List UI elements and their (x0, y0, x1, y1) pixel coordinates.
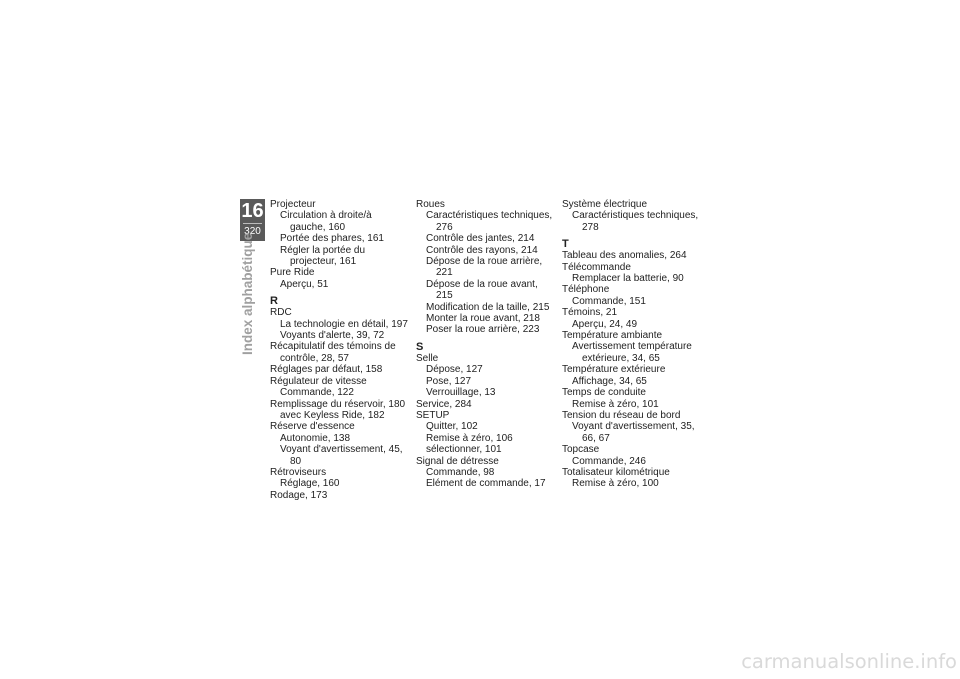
index-subentry: Dépose de la roue avant, 215 (426, 278, 538, 302)
index-subentry: Aperçu, 51 (280, 278, 329, 290)
index-entry: Selle (416, 352, 439, 364)
index-entry: Projecteur (270, 199, 316, 210)
index-entry: Système électrique (562, 199, 648, 210)
index-subentry: Remplacer la batterie, 90 (572, 273, 684, 285)
index-subentry: Affichage, 34, 65 (572, 375, 647, 387)
page-number: 320 (244, 226, 261, 237)
index-entry: Régulateur de vitesse (270, 375, 367, 387)
index-entry: Signal de détresse (416, 455, 499, 467)
index-subentry: Aperçu, 24, 49 (572, 318, 638, 330)
index-subentry: Quitter, 102 (426, 421, 478, 433)
index-entry: Temps de conduite (562, 387, 646, 399)
index-subentry: Circulation à droite/à gauche, 160 (280, 210, 372, 233)
index-subentry: Régler la portée du projecteur, 161 (280, 244, 366, 268)
index-entry: Réglages par défaut, 158 (270, 364, 383, 376)
index-subentry: Commande, 246 (572, 455, 646, 467)
index-letter-heading: R (270, 295, 278, 308)
chapter-number: 16 (241, 200, 264, 222)
index-subentry: Dépose de la roue arrière, 221 (426, 256, 543, 279)
index-subentry: Caractéristiques techniques, 278 (572, 210, 699, 233)
index-entry: Service, 284 (416, 398, 472, 410)
index-entry: Température extérieure (562, 364, 666, 376)
index-entry: SETUP (416, 409, 450, 421)
index-subentry: Contrôle des jantes, 214 (426, 233, 535, 245)
index-column-3 (562, 199, 702, 490)
index-subentry: La technologie en détail, 197 (280, 318, 408, 330)
section-title: Index alphabétique (240, 232, 255, 355)
index-subentry: Avertissement température extérieure, 34, 65 (572, 341, 692, 364)
index-entry: Totalisateur kilométrique (562, 466, 670, 478)
index-entry: Télécommande (562, 261, 631, 273)
index-entry: Rodage, 173 (270, 489, 328, 501)
index-subentry: Contrôle des rayons, 214 (426, 244, 538, 256)
index-entry: Réserve d'essence (270, 421, 355, 433)
index-subentry: Remise à zéro, 100 (572, 478, 659, 490)
index-entry: Pure Ride (270, 267, 315, 279)
index-subentry: sélectionner, 101 (426, 444, 502, 456)
index-subentry: Voyant d'avertissement, 35, 66, 67 (572, 421, 695, 444)
index-entry: Tension du réseau de bord (562, 409, 681, 421)
index-subentry: Voyants d'alerte, 39, 72 (280, 330, 385, 342)
index-entry: Topcase (562, 444, 600, 456)
index-subentry: Réglage, 160 (280, 478, 340, 490)
index-subentry: Verrouillage, 13 (426, 387, 496, 399)
index-subentry: Voyant d'avertissement, 45, 80 (280, 444, 403, 467)
index-column-1 (270, 199, 410, 501)
index-entry: Téléphone (562, 284, 610, 296)
index-subentry: Caractéristiques techniques, 276 (426, 210, 553, 233)
index-subentry: Remise à zéro, 101 (572, 398, 659, 410)
index-subentry: Commande, 98 (426, 466, 495, 478)
index-entry: Témoins, 21 (562, 307, 618, 319)
index-subentry: Elément de commande, 17 (426, 478, 546, 490)
index-entry: Roues (416, 199, 445, 210)
index-subentry: Modification de la taille, 215 (426, 301, 550, 313)
index-entry: Tableau des anomalies, 264 (562, 250, 687, 262)
index-column-2 (416, 199, 556, 490)
index-entry: Température ambiante (562, 330, 663, 342)
index-letter-heading: T (562, 238, 569, 251)
index-subentry: Commande, 122 (280, 387, 354, 399)
index-entry: Récapitulatif des témoins de contrôle, 28, 57 (270, 341, 396, 364)
index-subentry: Poser la roue arrière, 223 (426, 324, 540, 336)
index-letter-heading: S (416, 340, 424, 353)
index-entry: Rétroviseurs (270, 466, 327, 478)
index-subentry: Remise à zéro, 106 (426, 432, 513, 444)
watermark-text: carmanualsonline.info (741, 650, 957, 673)
index-subentry: Autonomie, 138 (280, 432, 351, 444)
index-subentry: Monter la roue avant, 218 (426, 313, 540, 325)
index-entry: Remplissage du réservoir, 180 avec Keyless Ride, 182 (270, 398, 406, 421)
index-subentry: Portée des phares, 161 (280, 233, 384, 245)
index-subentry: Dépose, 127 (426, 364, 483, 376)
index-subentry: Commande, 151 (572, 295, 646, 307)
index-subentry: Pose, 127 (426, 375, 472, 387)
index-entry: RDC (270, 307, 292, 319)
